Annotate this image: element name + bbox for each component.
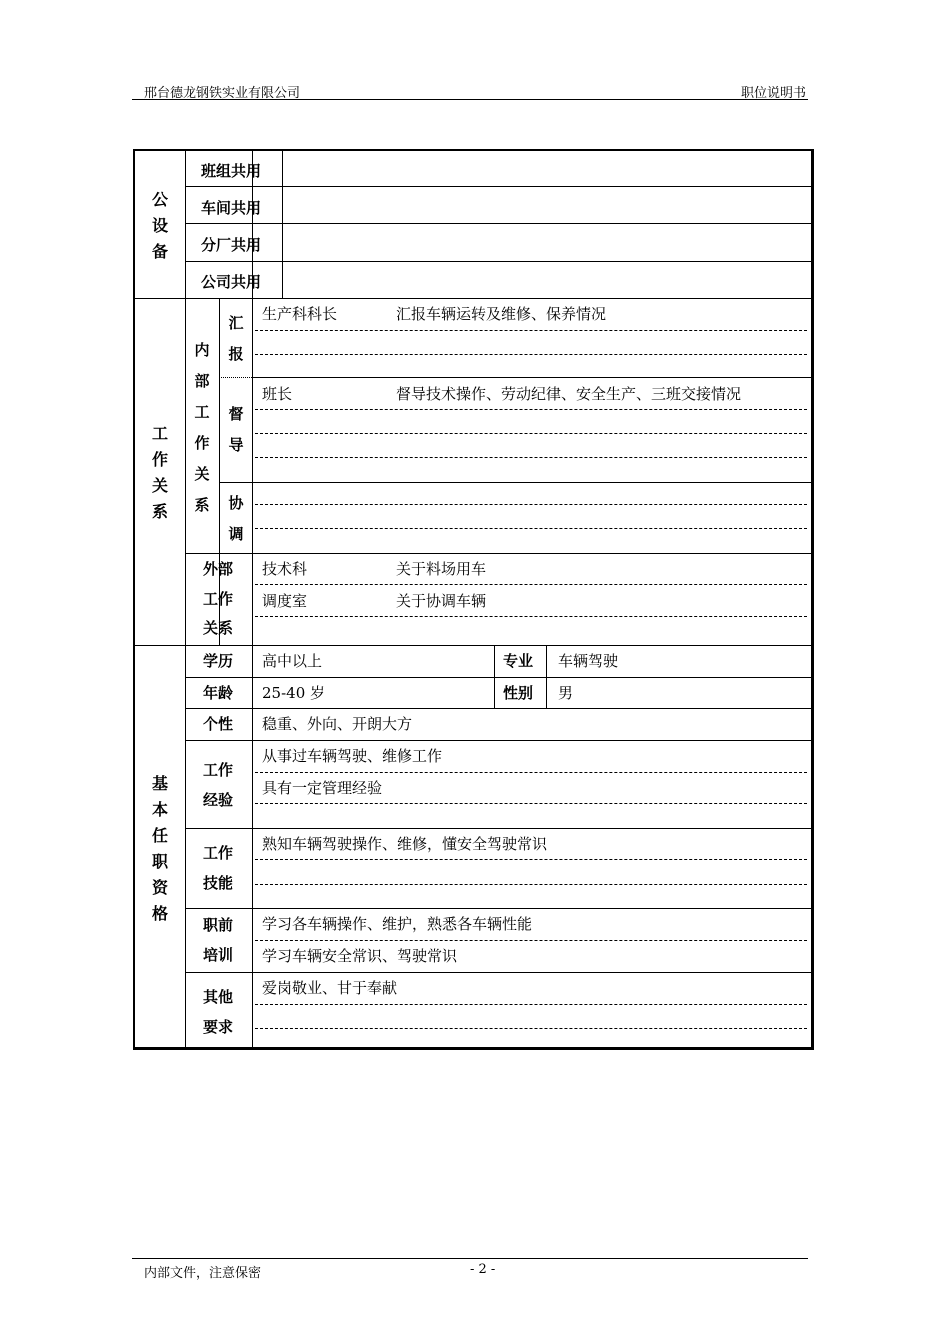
major-label: 专业 (503, 652, 534, 670)
row-line (185, 261, 811, 262)
col-line-4 (282, 151, 283, 299)
equipment-branch-label: 分厂共用 (201, 236, 262, 254)
dashed-line (255, 330, 807, 331)
dashed-line (255, 616, 807, 617)
experience-label-2: 经验 (203, 791, 234, 809)
gender-value: 男 (558, 684, 574, 702)
col-line-1 (185, 151, 186, 1048)
supervise-content: 督导技术操作、劳动纪律、安全生产、三班交接情况 (396, 385, 742, 403)
dashed-line (255, 1004, 807, 1005)
skills-label-1: 工作 (203, 844, 234, 862)
job-description-table (133, 149, 814, 1050)
report-supervise-separator (219, 377, 252, 378)
equipment-workshop-label: 车间共用 (201, 199, 262, 217)
section-line (135, 645, 811, 646)
row-line (185, 828, 811, 829)
training-label-2: 培训 (203, 946, 234, 964)
confidential-note: 内部文件，注意保密 (144, 1266, 262, 1281)
report-label: 汇报 (228, 314, 244, 363)
row-line (185, 186, 811, 187)
education-value: 高中以上 (262, 652, 323, 670)
dashed-line (255, 409, 807, 410)
age-value: 25-40 岁 (262, 684, 326, 702)
dashed-line (255, 772, 807, 773)
other-label-2: 要求 (203, 1018, 234, 1036)
training-line-2: 学习车辆安全常识、驾驶常识 (262, 947, 458, 965)
row-line (185, 740, 811, 741)
work-relations-section-label: 工作关系 (151, 424, 168, 521)
supervise-label: 督导 (228, 405, 244, 454)
external-party-2: 调度室 (262, 592, 308, 610)
external-party-1: 技术科 (262, 560, 308, 578)
dashed-line (255, 457, 807, 458)
other-line-1: 爱岗敬业、甘于奉献 (262, 979, 398, 997)
equipment-section-label: 公设备 (151, 190, 168, 261)
dashed-line (255, 584, 807, 585)
header-rule (132, 99, 808, 100)
experience-line-1: 从事过车辆驾驶、维修工作 (262, 747, 443, 765)
row-line (252, 377, 811, 378)
training-label-1: 职前 (203, 916, 234, 934)
external-content-1: 关于料场用车 (396, 560, 487, 578)
equipment-company-label: 公司共用 (201, 273, 262, 291)
age-label: 年龄 (203, 684, 234, 702)
dashed-line (255, 433, 807, 434)
row-line (185, 908, 811, 909)
major-value: 车辆驾驶 (558, 652, 619, 670)
dashed-line (255, 803, 807, 804)
dashed-line (255, 354, 807, 355)
report-party: 生产科科长 (262, 305, 338, 323)
dashed-line (255, 1028, 807, 1029)
education-label: 学历 (203, 652, 234, 670)
dashed-line (255, 884, 807, 885)
row-line (185, 708, 811, 709)
supervise-party: 班长 (262, 385, 293, 403)
document-title: 职位说明书 (740, 86, 806, 101)
row-line (185, 677, 811, 678)
row-line (185, 553, 811, 554)
footer-rule (132, 1258, 808, 1259)
page-number: - 2 - (470, 1262, 496, 1277)
coordinate-label: 协调 (228, 494, 244, 543)
personality-label: 个性 (203, 715, 234, 733)
gender-label: 性别 (503, 684, 534, 702)
row-line (185, 223, 811, 224)
dashed-line (255, 528, 807, 529)
equipment-team-label: 班组共用 (201, 162, 262, 180)
row-line (219, 482, 811, 483)
training-line-1: 学习各车辆操作、维护，熟悉各车辆性能 (262, 915, 533, 933)
skills-label-2: 技能 (203, 874, 234, 892)
report-content: 汇报车辆运转及维修、保养情况 (396, 305, 607, 323)
dashed-line (255, 859, 807, 860)
other-label-1: 其他 (203, 988, 234, 1006)
section-line (135, 298, 811, 299)
external-label-2: 工作 (203, 590, 234, 608)
dashed-line (255, 504, 807, 505)
experience-label-1: 工作 (203, 761, 234, 779)
row-line (185, 972, 811, 973)
company-name: 邢台德龙钢铁实业有限公司 (144, 86, 301, 101)
experience-line-2: 具有一定管理经验 (262, 779, 383, 797)
qualifications-section-label: 基本任职资格 (151, 774, 168, 923)
external-label-1: 外部 (203, 560, 234, 578)
personality-value: 稳重、外向、开朗大方 (262, 715, 413, 733)
dashed-line (255, 940, 807, 941)
internal-relations-label: 内部工作关系 (194, 341, 210, 514)
external-label-3: 关系 (203, 619, 234, 637)
skills-line-1: 熟知车辆驾驶操作、维修，懂安全驾驶常识 (262, 835, 548, 853)
external-content-2: 关于协调车辆 (396, 592, 487, 610)
